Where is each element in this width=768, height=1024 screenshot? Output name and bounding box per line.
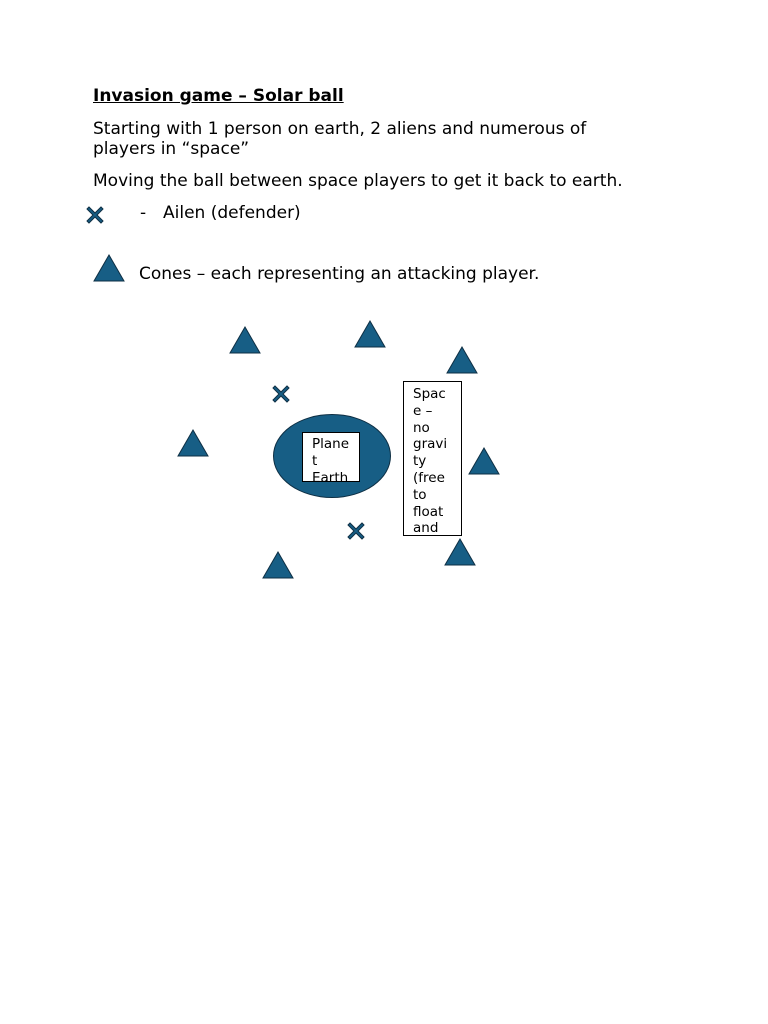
cone-triangle-icon (229, 326, 261, 354)
alien-cross-icon (271, 384, 291, 404)
legend-alien-label: Ailen (defender) (163, 203, 301, 223)
cone-triangle-icon (446, 346, 478, 374)
earth-label-box: Plane t Earth (302, 432, 360, 482)
alien-cross-icon (346, 521, 366, 541)
document-title: Invasion game – Solar ball (93, 86, 344, 106)
cone-triangle-icon (444, 538, 476, 566)
alien-cross-icon (85, 205, 105, 225)
legend-dash: - (140, 203, 147, 223)
cone-triangle-icon (354, 320, 386, 348)
cone-triangle-icon (177, 429, 209, 457)
cone-triangle-icon (93, 254, 125, 282)
cone-triangle-icon (262, 551, 294, 579)
space-label-box: Spac e – no gravi ty (free to float and (403, 381, 462, 536)
intro-paragraph: Starting with 1 person on earth, 2 aliens and numerous of players in “space” (93, 119, 587, 159)
objective-paragraph: Moving the ball between space players to get it back to earth. (93, 171, 623, 191)
legend-alien (140, 203, 301, 223)
legend-cone-label: Cones – each representing an attacking player. (139, 264, 540, 284)
cone-triangle-icon (468, 447, 500, 475)
